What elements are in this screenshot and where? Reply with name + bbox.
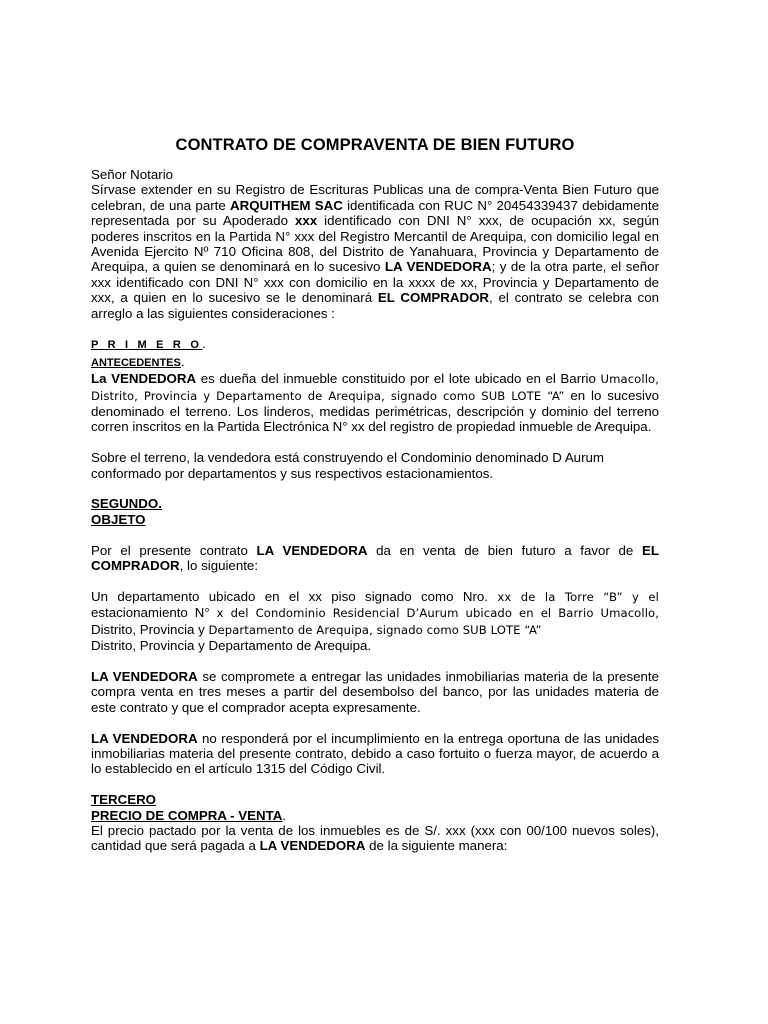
section-segundo-subheading: OBJETO	[91, 511, 146, 527]
document-title: CONTRATO DE COMPRAVENTA DE BIEN FUTURO	[175, 136, 575, 154]
company-name: ARQUITHEM SAC	[229, 197, 343, 213]
intro-text-c: identificado con DNI N° xxx, de ocupación xx, según poderes inscritos en la Partida N° xxx del Registro Mercantil de Arequipa, con domicilio legal en Avenida Ejercito Nº 710 Oficina 808, del Distrito de Yanahuara, Provincia y Departamento de Arequipa, a quien se denominará en lo sucesivo	[91, 213, 659, 275]
inserted-text: Umacollo, Distrito, Provincia y Departamento de Arequipa, signado como SUB LOTE “A”	[91, 372, 659, 403]
inserted-text: x del Condominio Residencial D’Aurum ubicado en el Barrio Umacollo,	[209, 606, 659, 621]
section-tercero-subheading: PRECIO DE COMPRA - VENTA.	[91, 807, 287, 823]
segundo-paragraph-3: LA VENDEDORA se compromete a entregar las unidades inmobiliarias materia de la presente compra venta en tres meses a partir del desembolso del banco, por las unidades materia de este contrato y que el comprador acepta expresamente.	[91, 668, 659, 715]
document-body	[91, 167, 659, 854]
intro-text-d: ; y de la otra parte, el señor xxx identificado con DNI N° xxx con domicilio en la xxxx de xx, Provincia y Departamento de xxx, a quien en lo sucesivo se le denominará	[91, 259, 659, 306]
intro-text-e: , el contrato se celebra con arreglo a las siguientes consideraciones :	[91, 290, 659, 321]
buyer-label: EL COMPRADOR	[377, 290, 490, 306]
seller-label: LA VENDEDORA	[91, 668, 198, 684]
segundo-paragraph-1: Por el presente contrato LA VENDEDORA da en venta de bien futuro a favor de EL COMPRADOR, lo siguiente:	[91, 542, 659, 574]
inserted-text: xx de la Torre “B” y el	[497, 589, 659, 604]
section-segundo-heading: SEGUNDO.	[91, 496, 162, 512]
seller-label: LA VENDEDORA	[91, 730, 198, 746]
seller-label: LA VENDEDORA	[256, 542, 368, 558]
tercero-paragraph-1: El precio pactado por la venta de los inmuebles es de S/. xxx (xxx con 00/100 nuevos soles), cantidad que será pagada a LA VENDEDORA de la siguiente manera:	[91, 822, 659, 854]
intro-paragraph	[91, 182, 659, 321]
inserted-text: Departamento de Arequipa, signado como SUB LOTE “A”	[208, 622, 542, 637]
seller-label: LA VENDEDORA	[259, 838, 366, 854]
seller-label: LA VENDEDORA	[384, 259, 492, 275]
section-primero-subheading: ANTECEDENTES.	[91, 353, 185, 369]
salutation: Señor Notario	[91, 167, 174, 182]
buyer-label: EL COMPRADOR	[91, 542, 659, 574]
primero-paragraph-1: La VENDEDORA es dueña del inmueble constituido por el lote ubicado en el Barrio Umacollo, Distrito, Provincia y Departamento de Arequipa, signado como SUB LOTE “A” en lo sucesivo denominado el terreno. Los linderos, medidas perimétricas, descripción y dominio del terreno corren inscritos en la Partida Electrónica N° xx del registro de propiedad inmueble de Arequipa.	[91, 371, 659, 435]
intro-text-a: Sírvase extender en su Registro de Escrituras Publicas una de compra-Venta Bien Futuro que celebran, de una parte	[91, 182, 659, 213]
segundo-paragraph-2: Un departamento ubicado en el xx piso signado como Nro. xx de la Torre “B” y el estacionamiento N° x del Condominio Residencial D’Aurum ubicado en el Barrio Umacollo, Distrito, Provincia y Departamento de Arequipa, signado como SUB LOTE “A” Distrito, Provincia y Departamento de Arequipa.	[91, 588, 659, 654]
primero-paragraph-2: Sobre el terreno, la vendedora está construyendo el Condominio denominado D Aurum conformado por departamentos y sus respectivos estacionamientos.	[91, 450, 604, 481]
section-primero-heading: P R I M E R O.	[91, 336, 206, 352]
intro-text-b: identificada con RUC N° 20454339437 debidamente representada por su Apoderado	[91, 197, 659, 229]
segundo-paragraph-4: LA VENDEDORA no responderá por el incumplimiento en la entrega oportuna de las unidades inmobiliarias materia del presente contrato, debido a caso fortuito o fuerza mayor, de acuerdo a lo establecido en el artículo 1315 del Código Civil.	[91, 730, 659, 777]
attorney-name: xxx	[294, 213, 318, 229]
section-tercero-heading: TERCERO	[91, 792, 157, 808]
seller-label: La VENDEDORA	[91, 371, 197, 387]
